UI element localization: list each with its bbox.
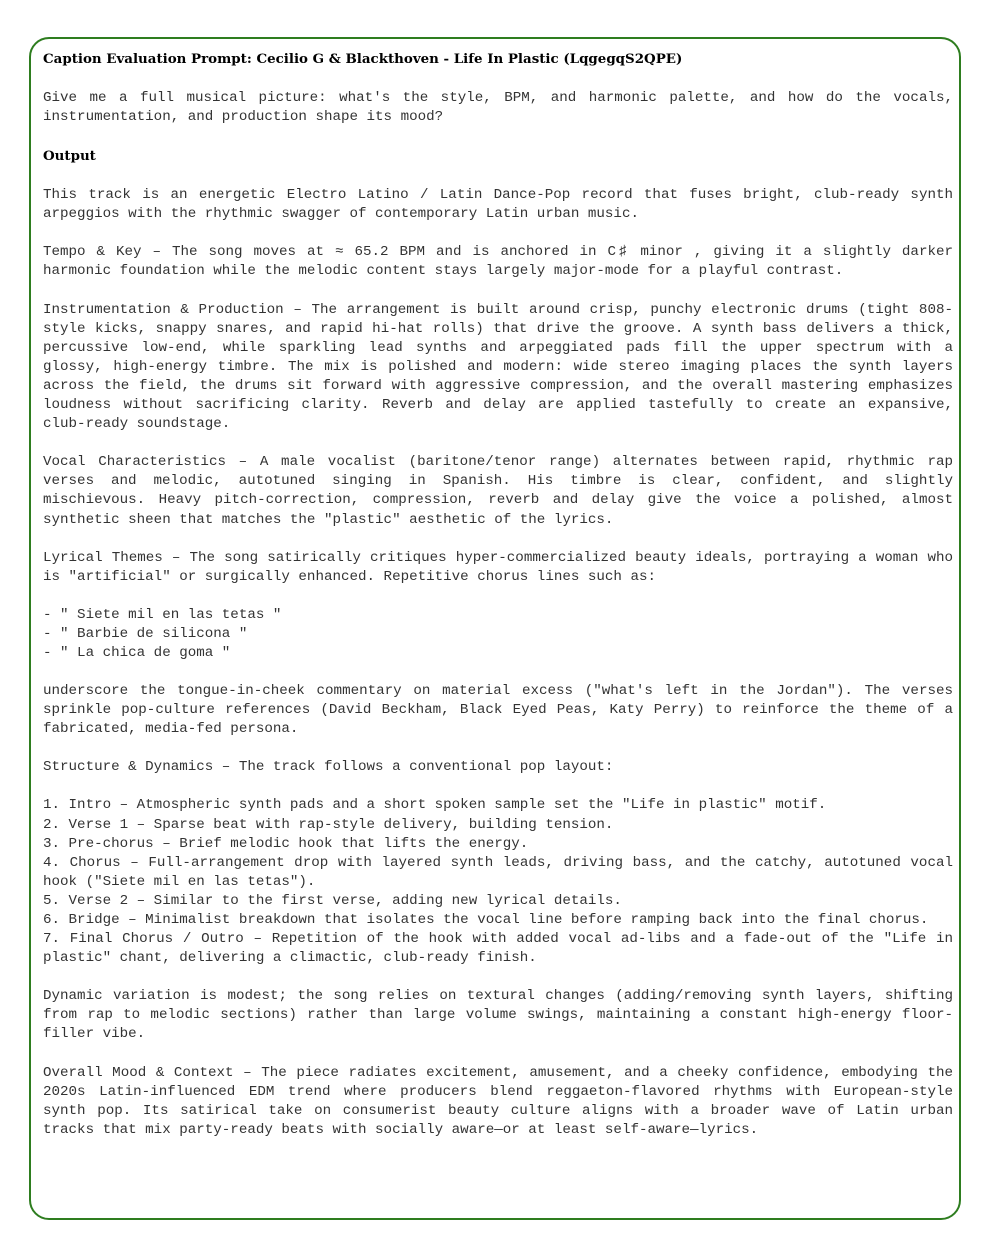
mood-paragraph: Overall Mood & Context – The piece radiates excitement, amusement, and a cheeky confidence, embodying the 2020s Latin-influenced EDM trend where producers blend reggaeton-flavored rhythms with European-style synth pop. Its satirical take on consumerist beauty culture aligns with a broader wave of Latin urban tracks that mix party-ready beats with socially aware—or at least self-aware—lyrics. — [43, 1064, 953, 1138]
document-body — [43, 50, 953, 1140]
page-title: Caption Evaluation Prompt: Cecilio G & Blackthoven - Life In Plastic (LqgegqS2QPE) — [43, 51, 683, 67]
list-item: - " Barbie de silicona " — [43, 625, 248, 642]
list-item: 6. Bridge – Minimalist breakdown that isolates the vocal line before ramping back into the final chorus. — [43, 912, 929, 928]
list-item: 3. Pre-chorus – Brief melodic hook that lifts the energy. — [43, 835, 529, 852]
list-item: 7. Final Chorus / Outro – Repetition of the hook with added vocal ad-libs and a fade-out of the "Life in plastic" chant, delivering a climactic, club-ready finish. — [43, 931, 953, 967]
structure-list — [43, 796, 953, 968]
intro-paragraph: This track is an energetic Electro Latino / Latin Dance-Pop record that fuses bright, club-ready synth arpeggios with the rhythmic swagger of contemporary Latin urban music. — [43, 187, 953, 223]
underscore-paragraph: underscore the tongue-in-cheek commentary on material excess ("what's left in the Jordan"). The verses sprinkle pop-culture references (David Beckham, Black Eyed Peas, Katy Perry) to reinforce the theme of a fabricated, media-fed persona. — [43, 683, 953, 738]
list-item: 4. Chorus – Full-arrangement drop with layered synth leads, driving bass, and the catchy, autotuned vocal hook ("Siete mil en las tetas"). — [43, 854, 953, 890]
list-item: - " La chica de goma " — [43, 644, 231, 661]
list-item: 1. Intro – Atmospheric synth pads and a short spoken sample set the "Life in plastic" motif. — [43, 797, 827, 814]
prompt-text: Give me a full musical picture: what's the style, BPM, and harmonic palette, and how do the vocals, instrumentation, and production shape its mood? — [43, 90, 953, 126]
list-item: 2. Verse 1 – Sparse beat with rap-style delivery, building tension. — [43, 816, 614, 833]
dynamics-paragraph: Dynamic variation is modest; the song relies on textural changes (adding/removing synth layers, shifting from rap to melodic sections) rather than large volume swings, maintaining a constant high-energy floor-filler vibe. — [43, 988, 953, 1043]
tempo-paragraph: Tempo & Key – The song moves at ≈ 65.2 BPM and is anchored in C♯ minor , giving it a slightly darker harmonic foundation while the melodic content stays largely major-mode for a playful contrast. — [43, 244, 953, 280]
structure-intro: Structure & Dynamics – The track follows a conventional pop layout: — [43, 759, 614, 776]
output-heading: Output — [43, 148, 96, 165]
chorus-lines-list — [43, 606, 953, 663]
list-item: - " Siete mil en las tetas " — [43, 606, 282, 623]
list-item: 5. Verse 2 – Similar to the first verse, adding new lyrical details. — [43, 892, 622, 909]
vocals-paragraph: Vocal Characteristics – A male vocalist (baritone/tenor range) alternates between rapid, rhythmic rap verses and melodic, autotuned singing in Spanish. His timbre is clear, confident, and slightly mischievous. Heavy pitch-correction, compression, reverb and delay give the voice a polished, almost synthetic sheen that matches the "plastic" aesthetic of the lyrics. — [43, 454, 953, 528]
lyrics-paragraph: Lyrical Themes – The song satirically critiques hyper-commercialized beauty ideals, portraying a woman who is "artificial" or surgically enhanced. Repetitive chorus lines such as: — [43, 549, 953, 585]
instrumentation-paragraph: Instrumentation & Production – The arrangement is built around crisp, punchy electronic drums (tight 808-style kicks, snappy snares, and rapid hi-hat rolls) that drive the groove. A synth bass delivers a thick, percussive low-end, while sparkling lead synths and arpeggiated pads fill the upper spectrum with a glossy, high-energy timbre. The mix is polished and modern: wide stereo imaging places the synth layers across the field, the drums sit forward with aggressive compression, and the overall mastering emphasizes loudness without sacrificing clarity. Reverb and delay are applied tastefully to create an expansive, club-ready soundstage. — [43, 301, 953, 433]
